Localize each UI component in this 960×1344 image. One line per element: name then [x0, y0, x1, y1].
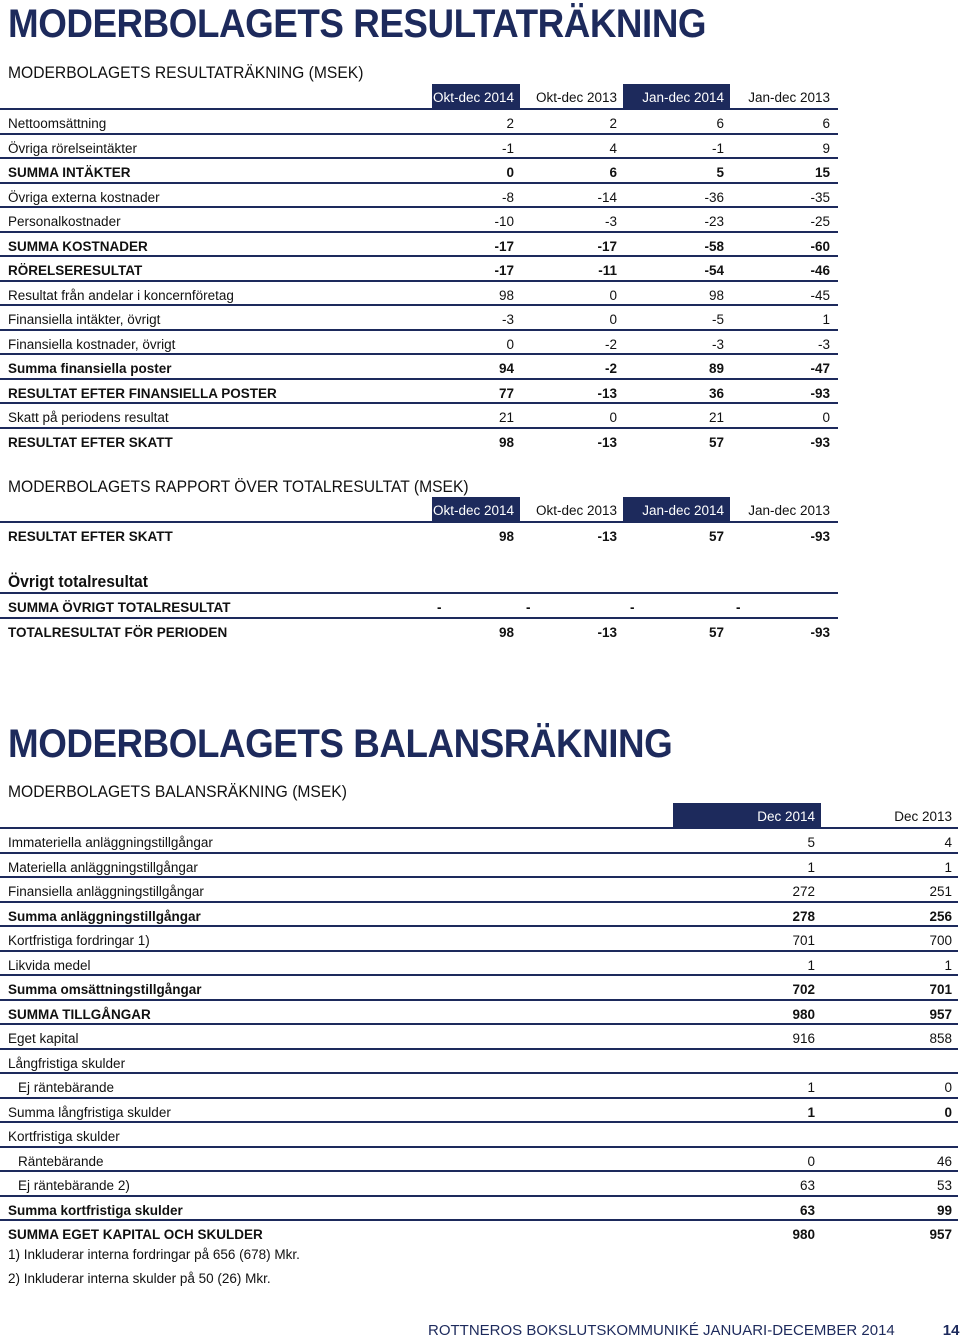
row-value: 5 — [716, 165, 724, 180]
row-value: 701 — [792, 933, 815, 948]
row-value: 6 — [716, 116, 724, 131]
row-value: 1 — [822, 312, 830, 327]
row-value: -46 — [810, 263, 830, 278]
total-table — [0, 497, 838, 546]
row-label: RÖRELSERESULTAT — [8, 263, 143, 278]
row-value: -45 — [810, 287, 830, 303]
row-label: Kortfristiga skulder — [8, 1129, 120, 1144]
row-value: -3 — [604, 214, 617, 229]
row-value: -2 — [604, 361, 617, 376]
row-value: 57 — [708, 529, 724, 544]
row-label: Summa omsättningstillgångar — [8, 982, 202, 997]
row-value: 0 — [807, 1153, 815, 1169]
total-col-header: Okt-dec 2013 — [535, 503, 617, 518]
row-label: Likvida medel — [8, 957, 91, 973]
row-value: 702 — [792, 982, 815, 997]
row-value: 9 — [822, 140, 830, 156]
other-total-heading: Övrigt totalresultat — [8, 572, 148, 591]
row-value: -93 — [810, 624, 830, 640]
row-value: -54 — [704, 263, 724, 278]
row-label: RESULTAT EFTER FINANSIELLA POSTER — [8, 385, 277, 401]
row-label: Resultat från andelar i koncernföretag — [8, 287, 234, 303]
row-value: 1 — [807, 1104, 815, 1120]
table-row — [0, 206, 838, 231]
table-row — [0, 402, 838, 427]
row-value: 1 — [807, 957, 815, 973]
table-row — [0, 1170, 958, 1195]
total-subtitle: MODERBOLAGETS RAPPORT ÖVER TOTALRESULTAT (MSEK) — [8, 477, 469, 496]
row-value: 0 — [609, 410, 617, 425]
row-label: RESULTAT EFTER SKATT — [8, 529, 173, 544]
row-label: Kortfristiga fordringar 1) — [8, 933, 150, 948]
table-row — [0, 427, 838, 452]
row-value: -14 — [597, 189, 617, 205]
table-row — [0, 157, 838, 182]
balance-col-header: Dec 2014 — [673, 803, 821, 827]
row-label: Övriga externa kostnader — [8, 189, 160, 205]
row-value: -17 — [597, 238, 617, 254]
row-value: 53 — [936, 1178, 952, 1193]
row-label: SUMMA TILLGÅNGAR — [8, 1006, 151, 1022]
row-value: 99 — [936, 1202, 952, 1218]
row-value: -3 — [711, 336, 724, 352]
row-label: Summa finansiella poster — [8, 361, 172, 376]
row-label: RESULTAT EFTER SKATT — [8, 434, 173, 450]
row-value: 0 — [609, 287, 617, 303]
row-value: -3 — [501, 312, 514, 327]
row-value: -8 — [501, 189, 514, 205]
row-value: -17 — [494, 263, 514, 278]
table-row — [0, 231, 838, 256]
table-row — [0, 1072, 958, 1097]
balance-page-title: MODERBOLAGETS BALANSRÄKNING — [8, 722, 673, 766]
row-value: 0 — [944, 1104, 952, 1120]
row-label: Personalkostnader — [8, 214, 121, 229]
table-row — [0, 304, 838, 329]
row-label: Skatt på periodens resultat — [8, 410, 169, 425]
row-label: SUMMA ÖVRIGT TOTALRESULTAT — [8, 600, 231, 615]
table-row — [0, 108, 838, 133]
total-col-header: Okt-dec 2014 — [432, 497, 520, 521]
row-value: 700 — [929, 933, 952, 948]
row-value: 57 — [708, 434, 724, 450]
row-value: -2 — [604, 336, 617, 352]
row-label: SUMMA INTÄKTER — [8, 165, 131, 180]
balance-subtitle: MODERBOLAGETS BALANSRÄKNING (MSEK) — [8, 782, 347, 801]
row-value: 1 — [944, 859, 952, 875]
table-row — [0, 255, 838, 280]
row-value: -13 — [597, 529, 617, 544]
row-label: Materiella anläggningstillgångar — [8, 859, 198, 875]
row-value: 251 — [929, 884, 952, 899]
income-col-header: Jan-dec 2013 — [748, 90, 830, 105]
row-value: -25 — [810, 214, 830, 229]
row-value: - — [437, 600, 442, 615]
row-value: - — [630, 600, 635, 615]
row-label: Summa kortfristiga skulder — [8, 1202, 183, 1218]
table-row — [0, 827, 958, 852]
row-value: 957 — [929, 1227, 952, 1242]
row-label: Finansiella kostnader, övrigt — [8, 336, 176, 352]
table-row — [0, 329, 838, 354]
row-value: 701 — [929, 982, 952, 997]
row-value: 278 — [792, 908, 815, 924]
row-value: -13 — [597, 624, 617, 640]
row-label: Summa långfristiga skulder — [8, 1104, 171, 1120]
table-row — [0, 378, 838, 403]
table-row — [0, 1048, 958, 1073]
table-row — [0, 1195, 958, 1220]
row-value: 98 — [498, 529, 514, 544]
row-value: -5 — [711, 312, 724, 327]
row-value: 98 — [498, 624, 514, 640]
row-value: 21 — [708, 410, 724, 425]
row-value: 0 — [506, 165, 514, 180]
income-page-title: MODERBOLAGETS RESULTATRÄKNING — [8, 2, 707, 46]
row-label: Finansiella intäkter, övrigt — [8, 312, 161, 327]
row-label: Eget kapital — [8, 1031, 79, 1046]
row-value: 980 — [792, 1006, 815, 1022]
row-value: 94 — [498, 361, 514, 376]
table-row — [0, 1023, 958, 1048]
balance-col-header: Dec 2013 — [894, 809, 952, 824]
row-value: 916 — [792, 1031, 815, 1046]
income-header-row — [0, 84, 838, 108]
table-row — [0, 901, 958, 926]
row-value: -1 — [711, 140, 724, 156]
table-row — [0, 876, 958, 901]
income-col-header: Jan-dec 2014 — [623, 84, 730, 108]
row-value: 98 — [498, 434, 514, 450]
row-value: 6 — [609, 165, 617, 180]
total-row-result — [0, 521, 838, 546]
row-value: -3 — [817, 336, 830, 352]
row-label: SUMMA KOSTNADER — [8, 238, 148, 254]
row-value: 63 — [799, 1178, 815, 1193]
row-value: - — [736, 600, 741, 615]
table-row — [0, 974, 958, 999]
row-value: - — [526, 600, 531, 615]
row-value: -17 — [494, 238, 514, 254]
table-row — [0, 353, 838, 378]
total-col-header: Jan-dec 2013 — [748, 503, 830, 518]
row-value: -93 — [810, 434, 830, 450]
income-col-header: Okt-dec 2014 — [432, 84, 520, 108]
row-value: 256 — [929, 908, 952, 924]
balance-table — [0, 803, 958, 1244]
row-value: 21 — [498, 410, 514, 425]
row-value: 98 — [708, 287, 724, 303]
table-row — [0, 1121, 958, 1146]
row-value: 63 — [799, 1202, 815, 1218]
row-value: 57 — [708, 624, 724, 640]
row-value: 4 — [609, 140, 617, 156]
table-row — [0, 1219, 958, 1244]
row-value: -58 — [704, 238, 724, 254]
income-subtitle: MODERBOLAGETS RESULTATRÄKNING (MSEK) — [8, 63, 364, 82]
table-row — [0, 999, 958, 1024]
row-label: Summa anläggningstillgångar — [8, 908, 201, 924]
row-value: -36 — [704, 189, 724, 205]
page-number: 14 — [942, 1322, 960, 1339]
row-label: Ej räntebärande 2) — [18, 1178, 130, 1193]
row-value: -13 — [597, 434, 617, 450]
row-value: 5 — [807, 835, 815, 850]
row-value: 1 — [807, 1080, 815, 1095]
row-value: -13 — [597, 385, 617, 401]
row-label: Nettoomsättning — [8, 116, 107, 131]
table-row — [0, 925, 958, 950]
total-header-row — [0, 497, 838, 521]
row-value: -11 — [598, 263, 617, 278]
total-col-header: Jan-dec 2014 — [623, 497, 730, 521]
table-row — [0, 950, 958, 975]
row-value: 6 — [822, 116, 830, 131]
table-row — [0, 1097, 958, 1122]
table-row — [0, 133, 838, 158]
balance-note-2: 2) Inkluderar interna skulder på 50 (26) Mkr. — [8, 1271, 271, 1286]
row-label: SUMMA EGET KAPITAL OCH SKULDER — [8, 1227, 263, 1242]
table-row — [0, 1146, 958, 1171]
row-value: 0 — [944, 1080, 952, 1095]
row-value: 98 — [498, 287, 514, 303]
row-label: Finansiella anläggningstillgångar — [8, 884, 204, 899]
row-label: TOTALRESULTAT FÖR PERIODEN — [8, 624, 228, 640]
row-value: 272 — [792, 884, 815, 899]
table-row — [0, 280, 838, 305]
row-label: Långfristiga skulder — [8, 1055, 126, 1071]
row-value: -1 — [501, 140, 514, 156]
row-value: 1 — [807, 859, 815, 875]
balance-header-row — [0, 803, 958, 827]
row-value: -23 — [704, 214, 724, 229]
row-value: 980 — [792, 1227, 815, 1242]
row-value: 15 — [814, 165, 830, 180]
row-value: 4 — [944, 835, 952, 850]
footer-text: ROTTNEROS BOKSLUTSKOMMUNIKÉ JANUARI-DECEMBER 2014 — [428, 1322, 895, 1339]
row-value: 957 — [929, 1006, 952, 1022]
row-value: -35 — [810, 189, 830, 205]
row-value: 36 — [708, 385, 724, 401]
table-row — [0, 852, 958, 877]
row-value: -93 — [810, 385, 830, 401]
table-row — [0, 182, 838, 207]
total-row-other — [0, 592, 838, 617]
row-value: 77 — [498, 385, 514, 401]
row-value: 89 — [708, 361, 724, 376]
income-col-header: Okt-dec 2013 — [535, 90, 617, 105]
row-label: Övriga rörelseintäkter — [8, 140, 138, 156]
row-label: Ej räntebärande — [18, 1080, 115, 1095]
row-value: 2 — [506, 116, 514, 131]
balance-note-1: 1) Inkluderar interna fordringar på 656 (678) Mkr. — [8, 1247, 300, 1262]
row-value: -10 — [494, 214, 514, 229]
income-table — [0, 84, 838, 451]
row-value: 0 — [822, 410, 830, 425]
row-value: -47 — [810, 361, 830, 376]
row-label: Immateriella anläggningstillgångar — [8, 835, 213, 850]
row-label: Räntebärande — [18, 1153, 104, 1169]
row-value: 2 — [609, 116, 617, 131]
total-row-period — [0, 617, 838, 642]
row-value: -93 — [810, 529, 830, 544]
row-value: 858 — [929, 1031, 952, 1046]
row-value: -60 — [810, 238, 830, 254]
row-value: 0 — [609, 312, 617, 327]
row-value: 46 — [936, 1153, 952, 1169]
total-table-2 — [0, 592, 838, 641]
page-footer — [428, 1322, 959, 1339]
row-value: 0 — [506, 336, 514, 352]
row-value: 1 — [944, 957, 952, 973]
